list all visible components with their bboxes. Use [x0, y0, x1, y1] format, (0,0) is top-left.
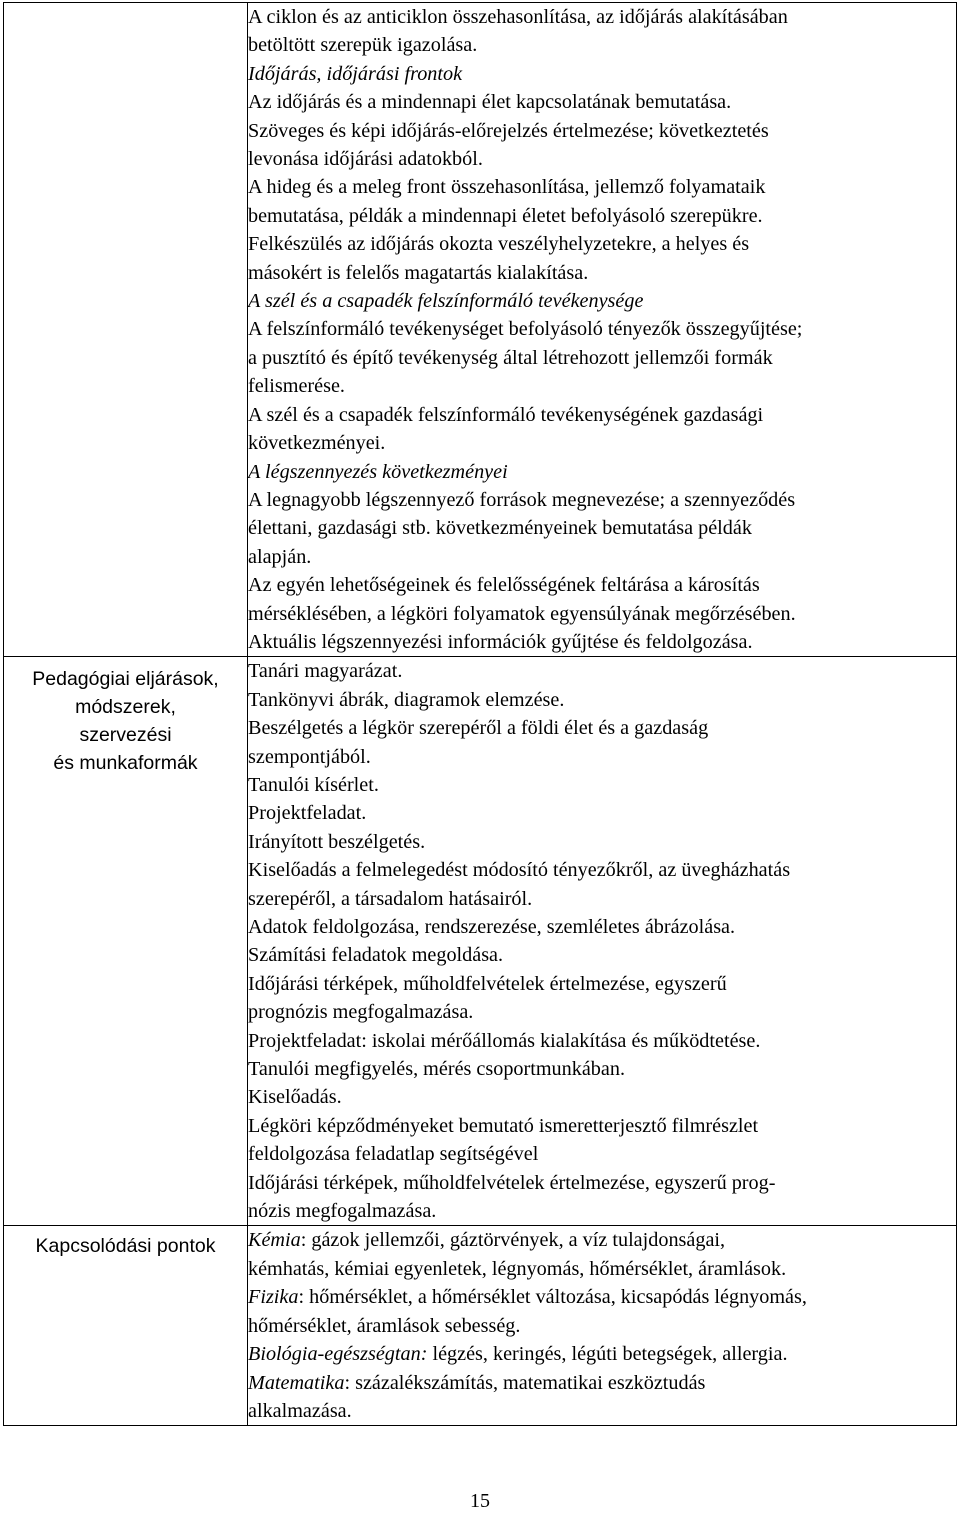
table-row-connections: [4, 1226, 957, 1426]
subject-name: Kémia: [248, 1229, 301, 1252]
text-line: prognózis megfogalmazása.: [248, 1001, 474, 1024]
row-label-line: Pedagógiai eljárások,: [32, 668, 219, 691]
text-line: Időjárási térképek, műholdfelvételek értelmezése, egyszerű prog-: [248, 1171, 776, 1194]
text-line: Légköri képződményeket bemutató ismeretterjesztő filmrészlet: [248, 1114, 759, 1137]
topic-heading: A légszennyezés következményei: [248, 460, 508, 483]
text-line: felismerése.: [248, 375, 345, 398]
text-segment: légzés, keringés, légúti betegségek, allergia.: [427, 1343, 788, 1366]
text-line: A hideg és a meleg front összehasonlítása, jellemző folyamataik: [248, 176, 766, 199]
text-segment: : gázok jellemzői, gáztörvények, a víz tulajdonságai,: [300, 1229, 726, 1252]
text-line: Kiselőadás a felmelegedést módosító tényezőkről, az üvegházhatás: [248, 859, 791, 882]
text-line: alapján.: [248, 545, 312, 568]
text-line: Beszélgetés a légkör szerepéről a földi élet és a gazdaság: [248, 717, 709, 740]
text-line: A legnagyobb légszennyező források megnevezése; a szennyeződés: [248, 488, 796, 511]
text-line: Az egyén lehetőségeinek és felelősségének feltárása a károsítás: [248, 574, 760, 597]
text-line: szerepéről, a társadalom hatásairól.: [248, 887, 533, 910]
text-line: Irányított beszélgetés.: [248, 830, 426, 853]
text-line: [248, 1255, 956, 1283]
text-segment: : százalékszámítás, matematikai eszköztudás: [344, 1371, 706, 1394]
text-line: következményei.: [248, 432, 386, 455]
text-line: nózis megfogalmazása.: [248, 1200, 437, 1223]
page-number: 15: [470, 1490, 490, 1512]
text-line: Adatok feldolgozása, rendszerezése, szemléletes ábrázolása.: [248, 916, 736, 938]
topic-heading: A szél és a csapadék felszínformáló tevékenysége: [248, 290, 644, 313]
row-label-line: módszerek,: [75, 696, 176, 719]
connections-cell: [248, 1226, 957, 1426]
row-label-methods: [4, 657, 248, 1226]
text-line: Tanári magyarázat.: [248, 660, 403, 683]
text-line: levonása időjárási adatokból.: [248, 148, 483, 171]
text-segment: alkalmazása.: [248, 1399, 352, 1422]
text-line: [248, 1369, 956, 1397]
text-line: Tanulói megfigyelés, mérés csoportmunkában.: [248, 1058, 625, 1081]
text-line: Időjárási térképek, műholdfelvételek értelmezése, egyszerű: [248, 972, 727, 995]
row-label-line: és munkaformák: [53, 752, 198, 775]
subject-name: Matematika: [248, 1371, 345, 1394]
text-line: Az időjárás és a mindennapi élet kapcsolatának bemutatása.: [248, 91, 732, 114]
text-segment: kémhatás, kémiai egyenletek, légnyomás, hőmérséklet, áramlások.: [248, 1257, 787, 1280]
text-line: Projektfeladat.: [248, 802, 367, 825]
methods-cell: [248, 657, 957, 1226]
text-line: [248, 1340, 956, 1368]
text-line: bemutatása, példák a mindennapi életet befolyásoló szerepükre.: [248, 204, 763, 227]
row-label-line: Kapcsolódási pontok: [35, 1235, 216, 1258]
text-line: [248, 1397, 956, 1425]
text-line: A szél és a csapadék felszínformáló tevékenységének gazdasági: [248, 403, 764, 426]
subject-name: Fizika: [248, 1286, 299, 1309]
text-line: Projektfeladat: iskolai mérőállomás kialakítása és működtetése.: [248, 1029, 761, 1052]
row-label-line: szervezési: [79, 724, 172, 747]
curriculum-table: [3, 2, 957, 1426]
text-line: A felszínformáló tevékenységet befolyásoló tényezők összegyűjtése;: [248, 318, 803, 341]
text-segment: hőmérséklet, áramlások sebesség.: [248, 1314, 521, 1337]
topic-heading: Időjárás, időjárási frontok: [248, 62, 463, 85]
text-line: [248, 1283, 956, 1311]
subject-name: Biológia-egészségtan:: [248, 1343, 428, 1366]
text-line: másokért is felelős magatartás kialakítása.: [248, 261, 589, 284]
text-line: A ciklon és az anticiklon összehasonlítása, az időjárás alakításában: [248, 6, 788, 28]
text-segment: : hőmérséklet, a hőmérséklet változása, kicsapódás légnyomás,: [298, 1286, 807, 1309]
text-line: Tanulói kísérlet.: [248, 773, 379, 796]
text-line: feldolgozása feladatlap segítségével: [248, 1143, 539, 1166]
row-label-connections: [4, 1226, 248, 1426]
text-line: Kiselőadás.: [248, 1086, 342, 1109]
text-line: betöltött szerepük igazolása.: [248, 34, 478, 57]
row-label-cell: [4, 3, 248, 657]
text-line: Szöveges és képi időjárás-előrejelzés értelmezése; következtetés: [248, 119, 769, 142]
text-line: mérséklésében, a légköri folyamatok egyensúlyának megőrzésében.: [248, 602, 796, 625]
text-line: Aktuális légszennyezési információk gyűjtése és feldolgozása.: [248, 630, 753, 653]
text-line: [248, 1312, 956, 1340]
text-line: a pusztító és építő tevékenység által létrehozott jellemzői formák: [248, 346, 773, 369]
table-row-content: [4, 3, 957, 657]
text-line: [248, 1226, 956, 1254]
text-line: Tankönyvi ábrák, diagramok elemzése.: [248, 688, 565, 711]
table-row-methods: [4, 657, 957, 1226]
content-cell: [248, 3, 957, 657]
text-line: élettani, gazdasági stb. következményeinek bemutatása példák: [248, 517, 752, 540]
text-line: Felkészülés az időjárás okozta veszélyhelyzetekre, a helyes és: [248, 233, 750, 256]
text-line: szempontjából.: [248, 745, 371, 768]
text-line: Számítási feladatok megoldása.: [248, 944, 504, 967]
